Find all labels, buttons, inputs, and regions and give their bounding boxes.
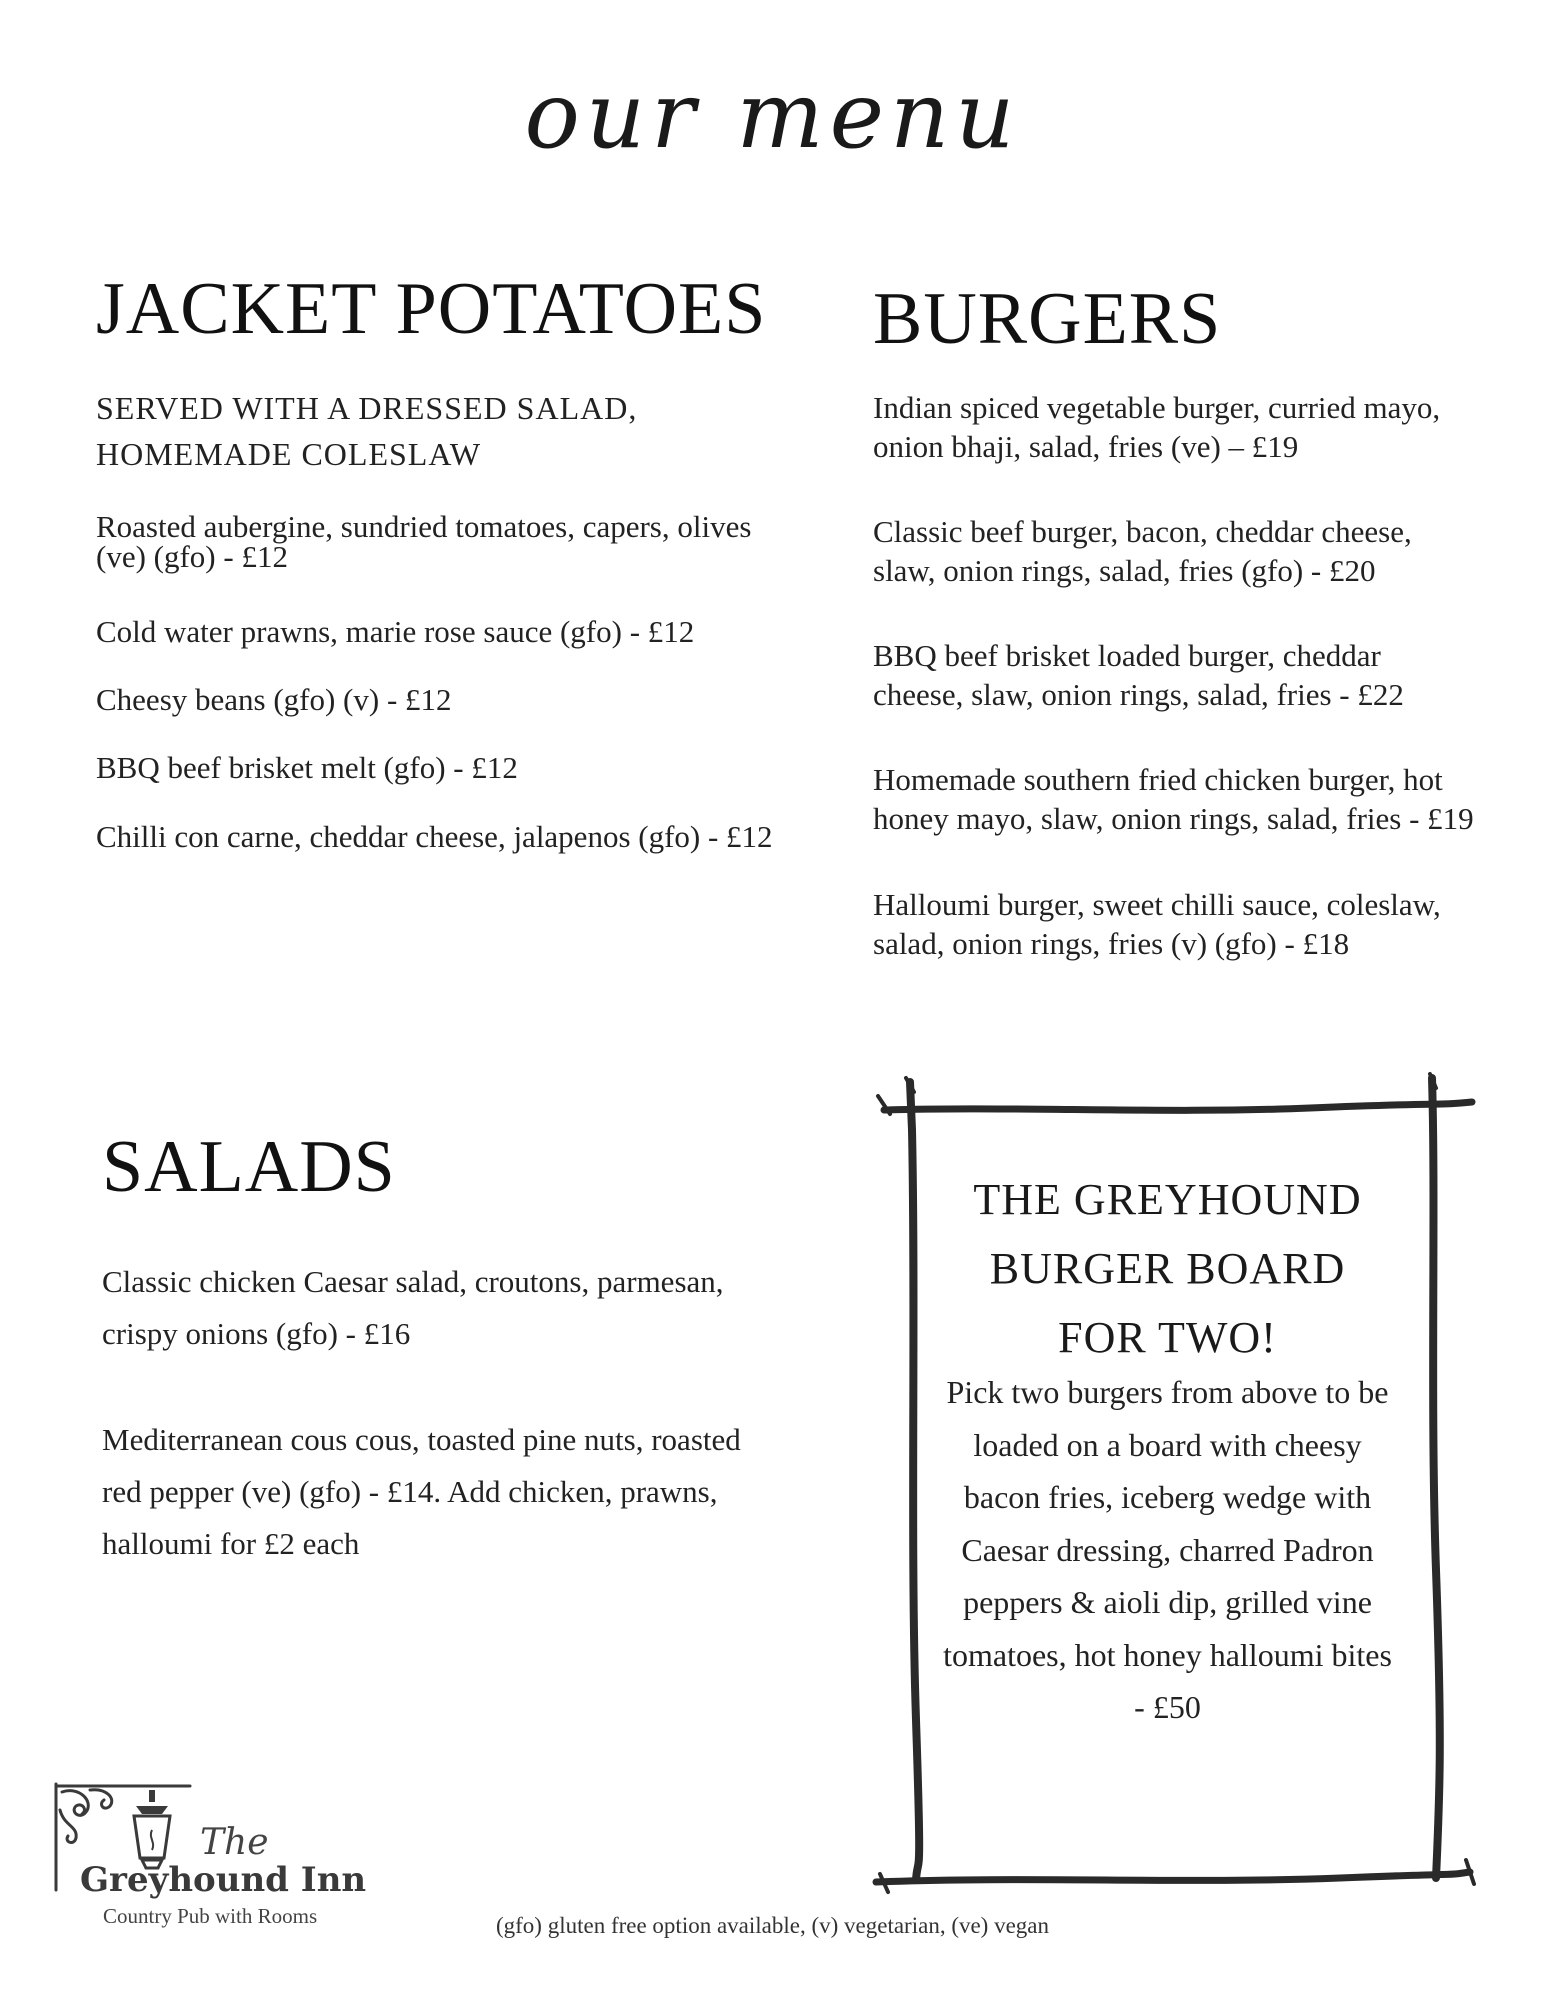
jacket-item: Cold water prawns, marie rose sauce (gfo) - £12 [96, 614, 695, 649]
jacket-potatoes-heading: JACKET POTATOES [96, 268, 767, 350]
burger-item: Indian spiced vegetable burger, curried mayo, onion bhaji, salad, fries (ve) – £19 [873, 390, 1441, 464]
burger-item: Classic beef burger, bacon, cheddar cheese, slaw, onion rings, salad, fries (gfo) - £20 [873, 514, 1412, 588]
jacket-item: Cheesy beans (gfo) (v) - £12 [96, 682, 452, 717]
logo-tagline: Country Pub with Rooms [103, 1904, 318, 1928]
jacket-item: Chilli con carne, cheddar cheese, jalapenos (gfo) - £12 [96, 819, 773, 854]
salad-item: Classic chicken Caesar salad, croutons, parmesan, crispy onions (gfo) - £16 [102, 1264, 724, 1351]
burger-board-description: Pick two burgers from above to be loaded on a board with cheesy bacon fries, iceberg wedge with Caesar dressing, charred Padron peppers & aioli dip, grilled vine tomatoes, hot honey halloumi bites - £50 [943, 1374, 1392, 1725]
burger-item: BBQ beef brisket loaded burger, cheddar cheese, slaw, onion rings, salad, fries - £22 [873, 638, 1404, 712]
salad-item: Mediterranean cous cous, toasted pine nuts, roasted red pepper (ve) (gfo) - £14. Add chicken, prawns, halloumi for £2 each [102, 1422, 741, 1561]
burger-item: Halloumi burger, sweet chilli sauce, coleslaw, salad, onion rings, fries (v) (gfo) - £18 [873, 887, 1441, 961]
burger-item: Homemade southern fried chicken burger, hot honey mayo, slaw, onion rings, salad, fries - £19 [873, 762, 1474, 836]
logo-the: The [200, 1822, 269, 1863]
logo-name: Greyhound Inn [80, 1860, 367, 1900]
burger-board-title: THE GREYHOUND BURGER BOARD FOR TWO! [973, 1175, 1362, 1362]
jacket-potatoes-subheading: SERVED WITH A DRESSED SALAD, HOMEMADE COLESLAW [96, 390, 638, 472]
dietary-footnote: (gfo) gluten free option available, (v) vegetarian, (ve) vegan [495, 1913, 1050, 1938]
salads-heading: SALADS [102, 1126, 396, 1208]
jacket-item: BBQ beef brisket melt (gfo) - £12 [96, 750, 518, 785]
burgers-heading: BURGERS [873, 278, 1222, 360]
menu-title: our menu [524, 62, 1021, 169]
jacket-item: Roasted aubergine, sundried tomatoes, capers, olives (ve) (gfo) - £12 [96, 509, 752, 574]
